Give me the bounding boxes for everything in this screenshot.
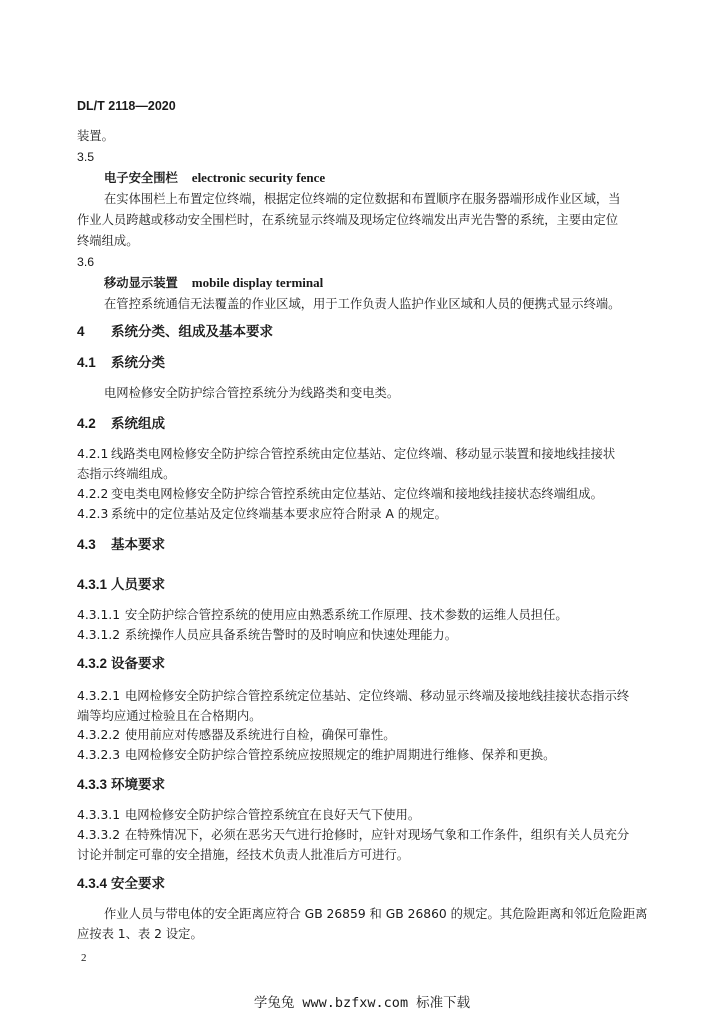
clause-line: 4.3.3.1 电网检修安全防护综合管控系统宜在良好天气下使用。 [77, 808, 421, 822]
term-chinese: 电子安全围栏 [104, 171, 178, 185]
clause-number: 4.3.3.2 [77, 828, 121, 842]
text-line: 电网检修安全防护综合管控系统分为线路类和变电类。 [104, 386, 400, 400]
term-english: electronic security fence [191, 170, 326, 185]
section-heading: 4.3.4 安全要求 [77, 876, 165, 891]
section-heading: 4.3.1 人员要求 [77, 577, 165, 592]
clause-line: 4.2.3 系统中的定位基站及定位终端基本要求应符合附录 A 的规定。 [77, 507, 447, 521]
clause-line: 4.3.1.2 系统操作人员应具备系统告警时的及时响应和快速处理能力。 [77, 628, 458, 642]
clause-line: 4.3.3.2 在特殊情况下，必须在恶劣天气进行抢修时，应针对现场气象和工作条件，组织有关人员充分 [77, 828, 630, 842]
clause-line: 4.3.2.3 电网检修安全防护综合管控系统应按照规定的维护周期进行维修、保养和更换。 [77, 748, 556, 762]
text-line: 作业人员与带电体的安全距离应符合 GB 26859 和 GB 26860 的规定。其危险距离和邻近危险距离 [104, 907, 648, 921]
footer-watermark [0, 991, 724, 1011]
clause-number: 4.3.3.1 [77, 808, 121, 822]
clause-line: 4.3.1.1 安全防护综合管控系统的使用应由熟悉系统工作原理、技术参数的运维人员担任。 [77, 608, 568, 622]
document-code: DL/T 2118—2020 [77, 99, 176, 113]
section-heading: 4.1 系统分类 [77, 355, 165, 370]
text-line: 讨论并制定可靠的安全措施，经技术负责人批准后方可进行。 [77, 848, 410, 862]
clause-line: 4.3.2.2 使用前应对传感器及系统进行自检，确保可靠性。 [77, 728, 396, 742]
term-heading [104, 275, 323, 291]
clause-number: 3.5 [77, 150, 95, 164]
term-english: mobile display terminal [191, 275, 324, 290]
text-line: 端等均应通过检验且在合格期内。 [77, 709, 262, 723]
clause-number: 4.3.1.2 [77, 628, 121, 642]
section-heading: 4.3 基本要求 [77, 537, 165, 552]
clause-number: 4.2.3 [77, 507, 109, 521]
footer-brand: 学兔兔 [253, 995, 295, 1011]
clause-number: 4.3.2.3 [77, 748, 121, 762]
text-line: 终端组成。 [77, 234, 139, 248]
text-line: 在实体围栏上布置定位终端，根据定位终端的定位数据和布置顺序在服务器端形成作业区域，当 [104, 192, 621, 206]
text-line: 在管控系统通信无法覆盖的作业区域，用于工作负责人监护作业区域和人员的便携式显示终端。 [104, 297, 621, 311]
clause-number: 3.6 [77, 255, 95, 269]
section-heading: 4.3.3 环境要求 [77, 777, 165, 792]
clause-number: 4.3.2.2 [77, 728, 121, 742]
text-line: 态指示终端组成。 [77, 467, 176, 481]
section-heading: 4.2 系统组成 [77, 416, 165, 431]
section-heading: 4.3.2 设备要求 [77, 656, 165, 671]
clause-number: 4.2.2 [77, 487, 109, 501]
footer-site-link[interactable]: www.bzfxw.com [302, 995, 409, 1011]
page-number: 2 [81, 952, 87, 964]
text-line: 应按表 1、表 2 设定。 [77, 927, 203, 941]
clause-line: 4.2.2 变电类电网检修安全防护综合管控系统由定位基站、定位终端和接地线挂接状态终端组成。 [77, 487, 603, 501]
term-heading [104, 170, 325, 186]
term-chinese: 移动显示装置 [104, 276, 178, 290]
clause-number: 4.2.1 [77, 447, 109, 461]
clause-line: 4.2.1 线路类电网检修安全防护综合管控系统由定位基站、定位终端、移动显示装置和接地线挂接状 [77, 447, 616, 461]
clause-number: 4.3.1.1 [77, 608, 121, 622]
clause-number: 4.3.2.1 [77, 689, 121, 703]
footer-label: 标准下载 [416, 995, 471, 1011]
clause-line: 4.3.2.1 电网检修安全防护综合管控系统定位基站、定位终端、移动显示终端及接地线挂接状态指示终 [77, 689, 630, 703]
text-line: 装置。 [77, 129, 114, 143]
section-heading: 4 系统分类、组成及基本要求 [77, 324, 273, 339]
text-line: 作业人员跨越或移动安全围栏时，在系统显示终端及现场定位终端发出声光告警的系统，主要由定位 [77, 213, 619, 227]
